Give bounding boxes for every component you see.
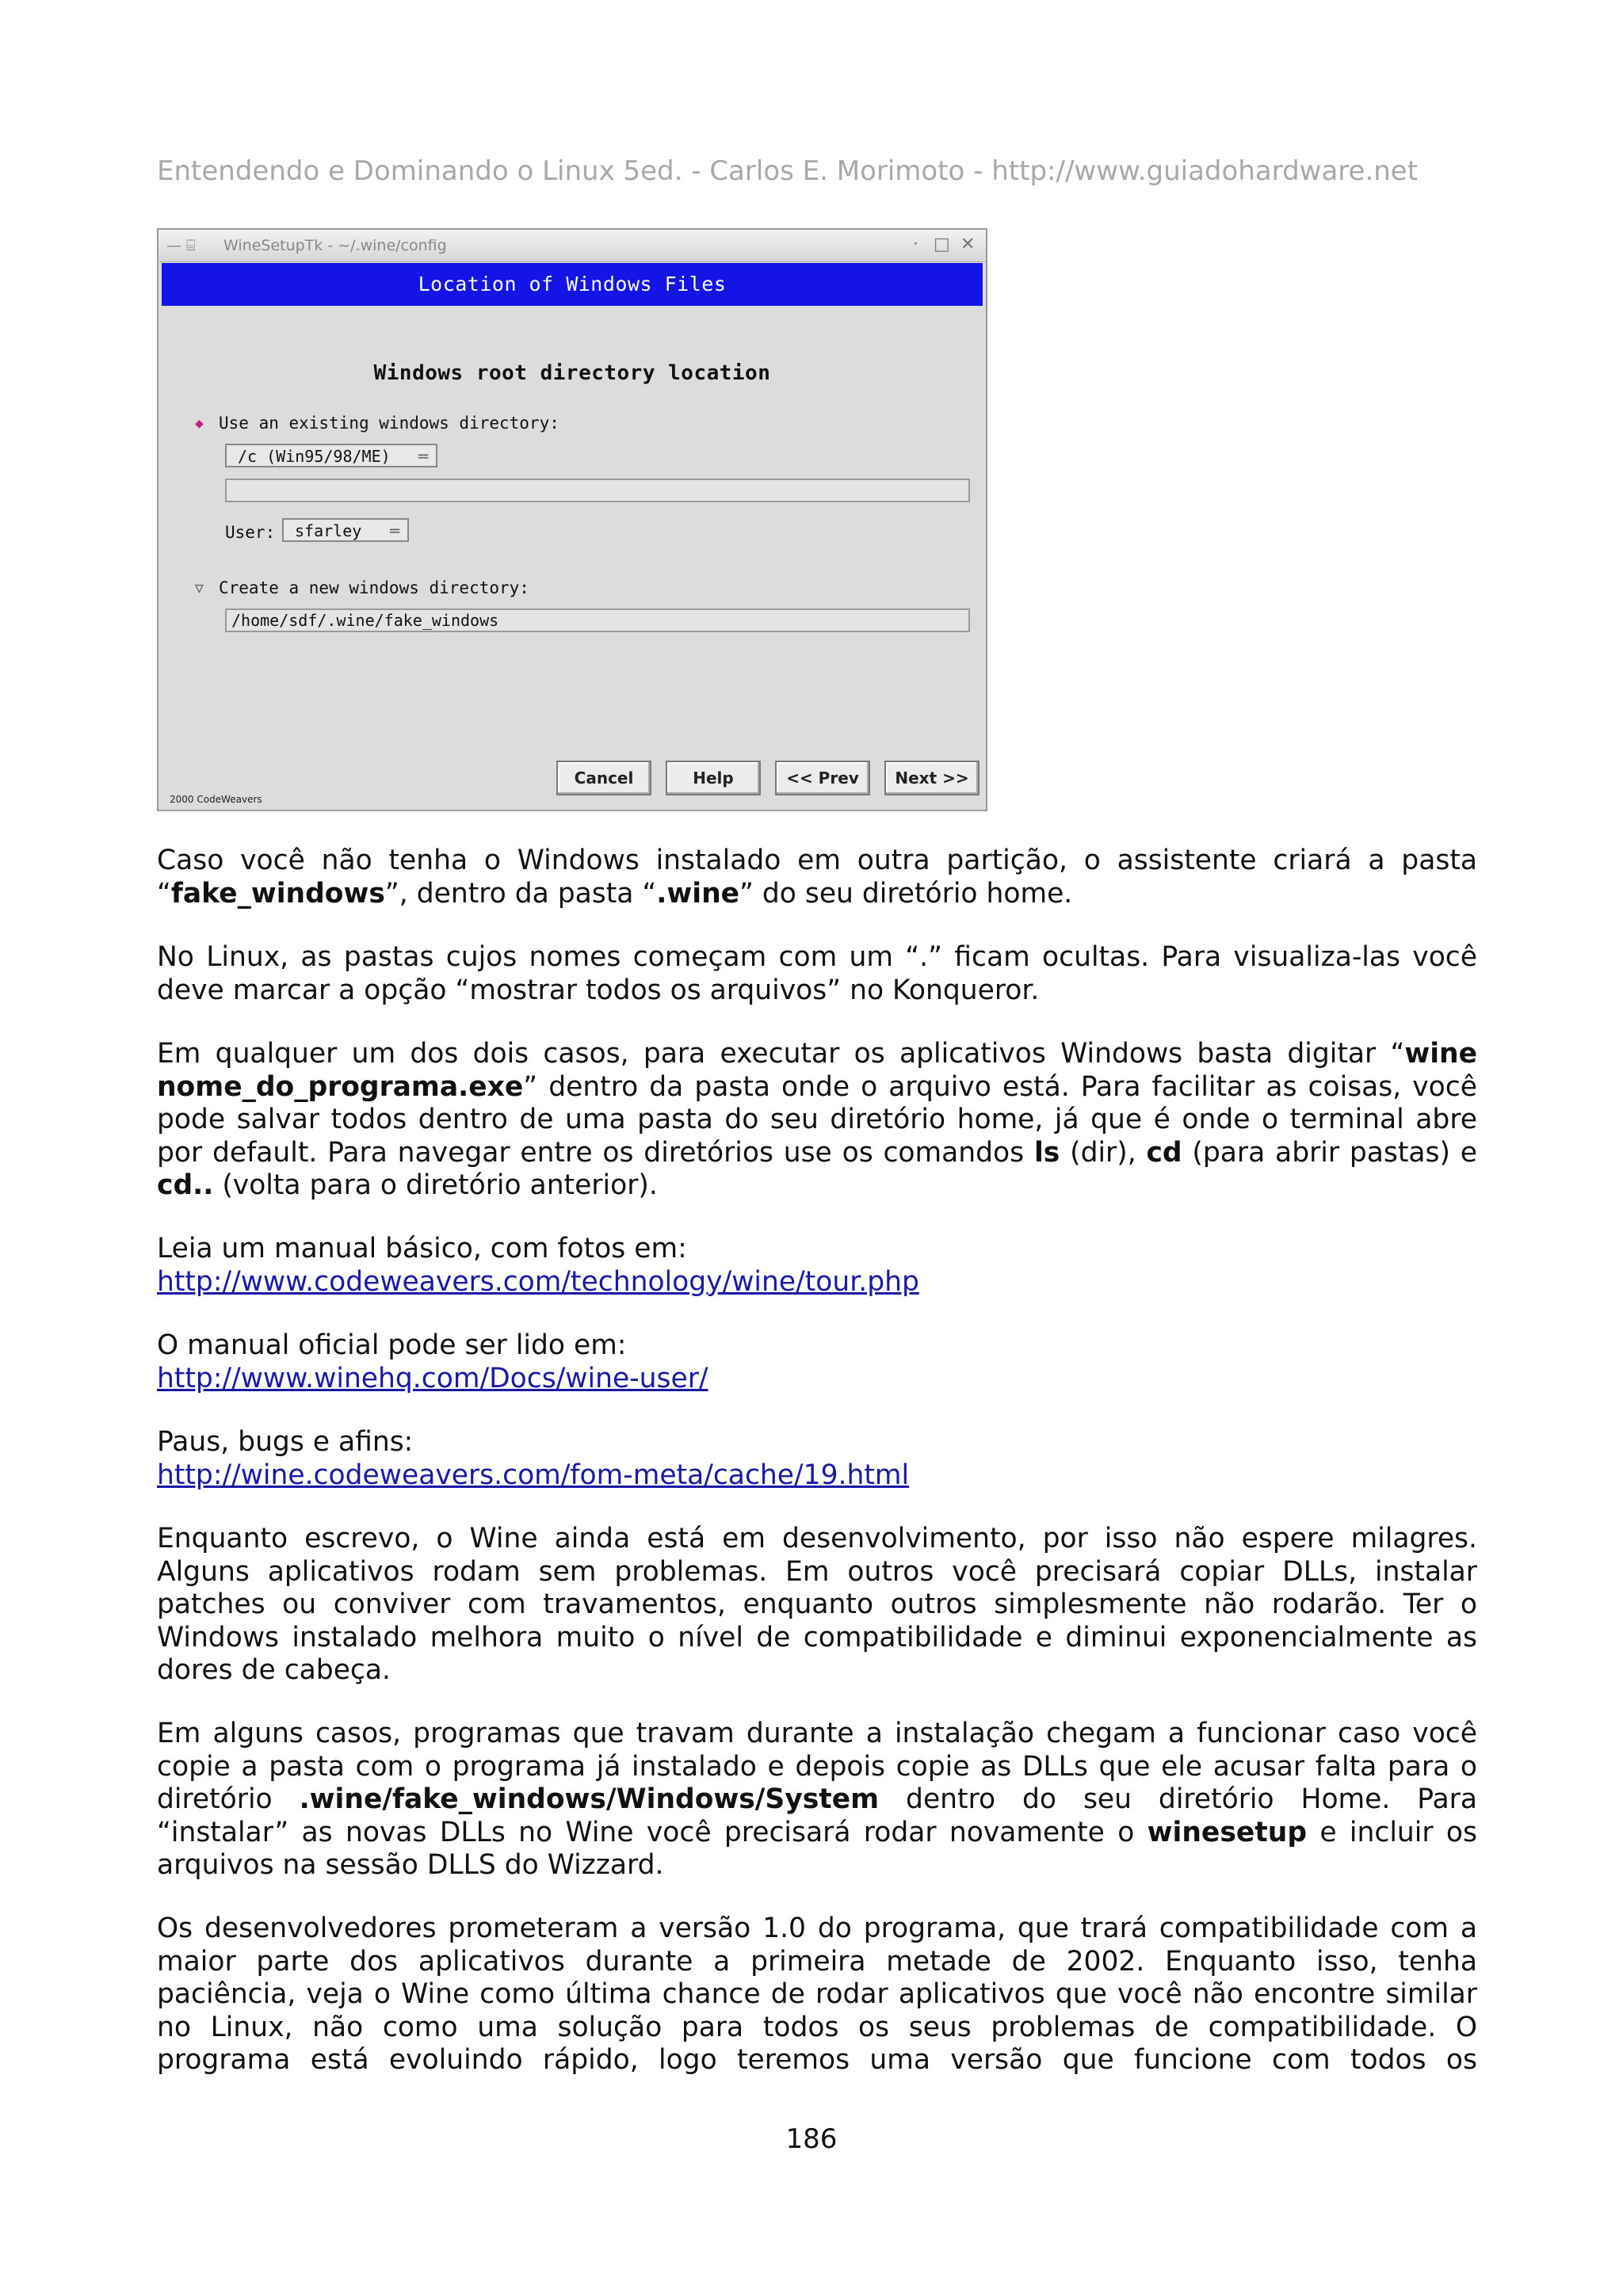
- winehq-docs-link[interactable]: http://www.winehq.com/Docs/wine-user/: [157, 1362, 708, 1394]
- help-button: Help: [666, 761, 761, 795]
- text-run: Em qualquer um dos dois casos, para executar os aplicativos Windows basta digitar “: [157, 1038, 1405, 1070]
- text-run: Em alguns casos, programas que travam durante a instalação chegam a funcionar caso você copie a pasta com o programa já instalado e depois copie as DLLs que ele acusar falta para o diretório: [157, 1718, 1477, 1815]
- text-run: (para abrir pastas) e: [1182, 1136, 1477, 1169]
- user-label: User:: [225, 523, 276, 542]
- paragraph-1: [157, 845, 1477, 910]
- text-run: e incluir os arquivos na sessão DLLS do Wizzard.: [157, 1816, 1477, 1881]
- option-existing-label: Use an existing windows directory:: [219, 414, 559, 433]
- text-run: Caso você não tenha o Windows instalado em outra partição, o assistente criará a pasta “: [157, 845, 1477, 910]
- maximize-icon: □: [934, 235, 950, 254]
- text-run: ” do seu diretório home.: [739, 877, 1073, 910]
- text-run: O manual oficial pode ser lido em:: [157, 1329, 627, 1361]
- bold-text: winesetup: [1147, 1816, 1308, 1848]
- bold-text: fake_windows: [170, 877, 385, 910]
- combo-arrow-icon: ═: [389, 521, 399, 540]
- window-title: WineSetupTk - ~/.wine/config: [223, 237, 447, 254]
- text-run: Leia um manual básico, com fotos em:: [157, 1233, 687, 1264]
- next-button: Next >>: [884, 761, 980, 795]
- paragraph-8: [157, 1718, 1477, 1882]
- codeweavers-faq-link[interactable]: http://wine.codeweavers.com/fom-meta/cache/19.html: [157, 1459, 910, 1491]
- option-new-directory: [195, 578, 529, 597]
- paragraph-5: [157, 1329, 1477, 1395]
- text-run: dentro do seu diretório Home. Para “instalar” as novas DLLs no Wine você precisará rodar novamente o: [157, 1783, 1477, 1848]
- text-run: (volta para o diretório anterior).: [213, 1169, 658, 1201]
- wizard-banner: Location of Windows Files: [162, 263, 983, 306]
- radio-selected-icon: ◆: [195, 414, 204, 432]
- option-existing-directory: [195, 414, 559, 433]
- prev-button: << Prev: [775, 761, 870, 795]
- paragraph-6: [157, 1426, 1477, 1492]
- combo-arrow-icon: ═: [418, 447, 428, 466]
- window-titlebar: [158, 230, 986, 262]
- paragraph-7: Enquanto escrevo, o Wine ainda está em desenvolvimento, por isso não espere milagres. Alguns aplicativos rodam sem problemas. Em outros você precisará copiar DLLs, instalar patches ou conviver com travamentos, enquanto outros simplesmente não rodarão. Ter o Windows instalado melhora muito o nível de compatibilidade e diminui exponencialmente as dores de cabeça.: [157, 1523, 1477, 1686]
- paragraph-3: [157, 1038, 1477, 1203]
- existing-path-field: [225, 479, 970, 502]
- codeweavers-tour-link[interactable]: http://www.codeweavers.com/technology/wine/tour.php: [157, 1265, 919, 1298]
- new-directory-field: /home/sdf/.wine/fake_windows: [225, 608, 970, 632]
- bold-text: .wine: [656, 877, 740, 910]
- cancel-button: Cancel: [556, 761, 651, 795]
- winesetup-screenshot: [157, 228, 987, 811]
- paragraph-2: No Linux, as pastas cujos nomes começam com um “.” ficam ocultas. Para visualiza-las você deve marcar a opção “mostrar todos os arquivos” no Konqueror.: [157, 941, 1477, 1006]
- copyright-note: 2000 CodeWeavers: [170, 794, 262, 805]
- window-menu-icon: — ⌸: [166, 237, 196, 254]
- paragraph-9: Os desenvolvedores prometeram a versão 1.0 do programa, que trará compatibilidade com a maior parte dos aplicativos durante a primeira metade de 2002. Enquanto isso, tenha paciência, veja o Wine como última chance de rodar aplicativos que você não encontre similar no Linux, não como uma solução para todos os seus problemas de compatibilidade. O programa está evoluindo rápido, logo teremos uma versão que funcione com todos os: [157, 1913, 1477, 2076]
- text-run: (dir),: [1060, 1136, 1147, 1169]
- page-number: 186: [785, 2123, 838, 2155]
- existing-directory-combo: [225, 444, 437, 467]
- bold-text: cd: [1146, 1136, 1182, 1169]
- existing-directory-value: /c (Win95/98/ME): [238, 447, 391, 466]
- option-new-label: Create a new windows directory:: [219, 578, 529, 597]
- paragraph-4: [157, 1233, 1477, 1299]
- close-icon: ✕: [960, 235, 976, 254]
- text-run: Paus, bugs e afins:: [157, 1426, 414, 1458]
- page-header: Entendendo e Dominando o Linux 5ed. - Carlos E. Morimoto - http://www.guiadohardware.net: [157, 155, 1419, 187]
- radio-unselected-icon: ▽: [195, 579, 204, 597]
- bold-text: wine nome_do_programa.exe: [157, 1038, 1477, 1103]
- section-title: Windows root directory location: [373, 361, 771, 385]
- user-value: sfarley: [295, 521, 362, 540]
- bold-text: ls: [1033, 1136, 1060, 1169]
- bold-text: .wine/fake_windows/Windows/System: [299, 1783, 880, 1815]
- text-run: ” dentro da pasta onde o arquivo está. Para facilitar as coisas, você pode salvar todos dentro de uma pasta do seu diretório home, já que é onde o terminal abre por default. Para navegar entre os diretórios use os comandos: [157, 1070, 1477, 1169]
- user-combo: [282, 518, 409, 542]
- bold-text: cd..: [157, 1169, 214, 1201]
- minimize-icon: ·: [913, 235, 918, 254]
- text-run: ”, dentro da pasta “: [384, 877, 657, 910]
